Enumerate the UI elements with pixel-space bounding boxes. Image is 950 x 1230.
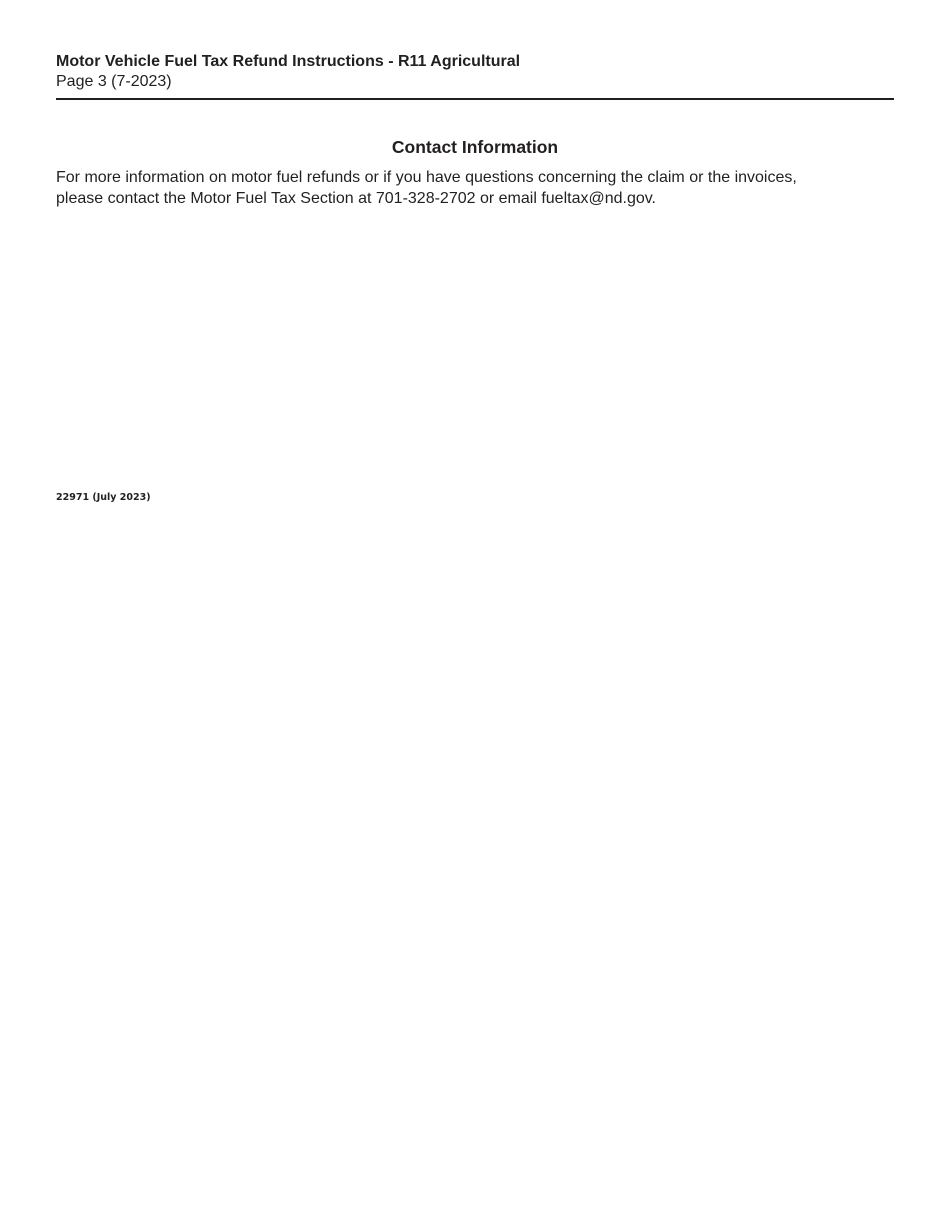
page-header xyxy=(56,52,894,92)
contact-text-line-2: please contact the Motor Fuel Tax Section at 701-328-2702 or email fueltax@nd.gov. xyxy=(56,190,656,207)
form-code: 22971 (July 2023) xyxy=(56,492,151,503)
contact-information-heading: Contact Information xyxy=(391,137,559,157)
header-divider xyxy=(56,98,894,100)
document-title: Motor Vehicle Fuel Tax Refund Instructions - R11 Agricultural xyxy=(56,53,521,70)
contact-information-text xyxy=(56,167,894,209)
page-number: Page 3 (7-2023) xyxy=(56,73,172,90)
contact-text-line-1: For more information on motor fuel refunds or if you have questions concerning the claim or the invoices, xyxy=(56,169,797,186)
